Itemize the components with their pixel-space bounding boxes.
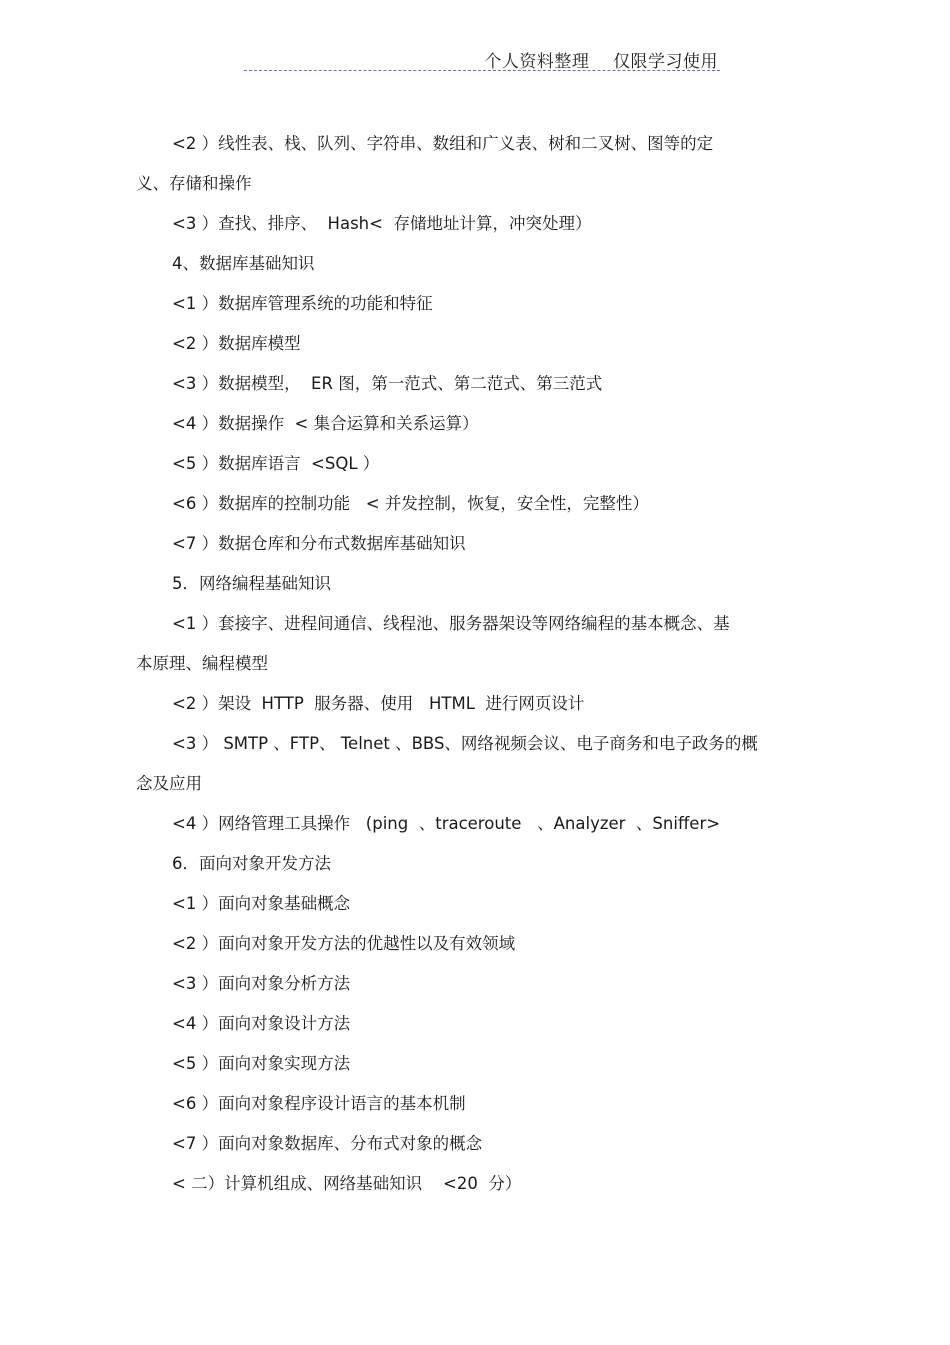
text-line: <2 ）面向对象开发方法的优越性以及有效领域 [172, 934, 516, 953]
text-line: <6 ）面向对象程序设计语言的基本机制 [172, 1094, 466, 1113]
text-line: 本原理、编程模型 [136, 654, 268, 673]
text-line: 念及应用 [136, 774, 202, 793]
text-line: <1 ）面向对象基础概念 [172, 894, 351, 913]
text-line: <2 ）数据库模型 [172, 334, 301, 353]
text-line: <6 ）数据库的控制功能 < 并发控制，恢复，安全性，完整性） [172, 494, 649, 513]
text-line: < 二）计算机组成、网络基础知识 <20 分） [172, 1174, 522, 1193]
text-line: <3 ）面向对象分析方法 [172, 974, 351, 993]
text-line: <4 ）面向对象设计方法 [172, 1014, 351, 1033]
header-divider [244, 70, 720, 71]
text-line: <3 ） SMTP 、FTP、 Telnet 、BBS、网络视频会议、电子商务和电子政务的概 [172, 734, 758, 753]
text-line: <1 ）套接字、进程间通信、线程池、服务器架设等网络编程的基本概念、基 [172, 614, 730, 633]
text-line: <7 ）数据仓库和分布式数据库基础知识 [172, 534, 466, 553]
text-line: 义、存储和操作 [136, 174, 252, 193]
text-line: <3 ）数据模型， ER 图，第一范式、第二范式、第三范式 [172, 374, 603, 393]
text-line: <2 ）架设 HTTP 服务器、使用 HTML 进行网页设计 [172, 694, 585, 713]
text-line: <4 ）网络管理工具操作 (ping 、traceroute 、Analyzer 、Sniffer> [172, 814, 721, 833]
text-line: 4、数据库基础知识 [172, 254, 315, 273]
text-line: <3 ）查找、排序、 Hash< 存储地址计算，冲突处理） [172, 214, 592, 233]
document-body [136, 124, 816, 1204]
text-line: 6．面向对象开发方法 [172, 854, 331, 873]
text-line: 5．网络编程基础知识 [172, 574, 331, 593]
text-line: <5 ）面向对象实现方法 [172, 1054, 351, 1073]
text-line: <5 ）数据库语言 <SQL ） [172, 454, 380, 473]
text-line: <7 ）面向对象数据库、分布式对象的概念 [172, 1134, 483, 1153]
page-header [0, 0, 950, 80]
text-line: <4 ）数据操作 < 集合运算和关系运算） [172, 414, 479, 433]
text-line: <2 ）线性表、栈、队列、字符串、数组和广义表、树和二叉树、图等的定 [172, 134, 714, 153]
header-text: 个人资料整理 仅限学习使用 [484, 52, 718, 72]
text-line: <1 ）数据库管理系统的功能和特征 [172, 294, 433, 313]
